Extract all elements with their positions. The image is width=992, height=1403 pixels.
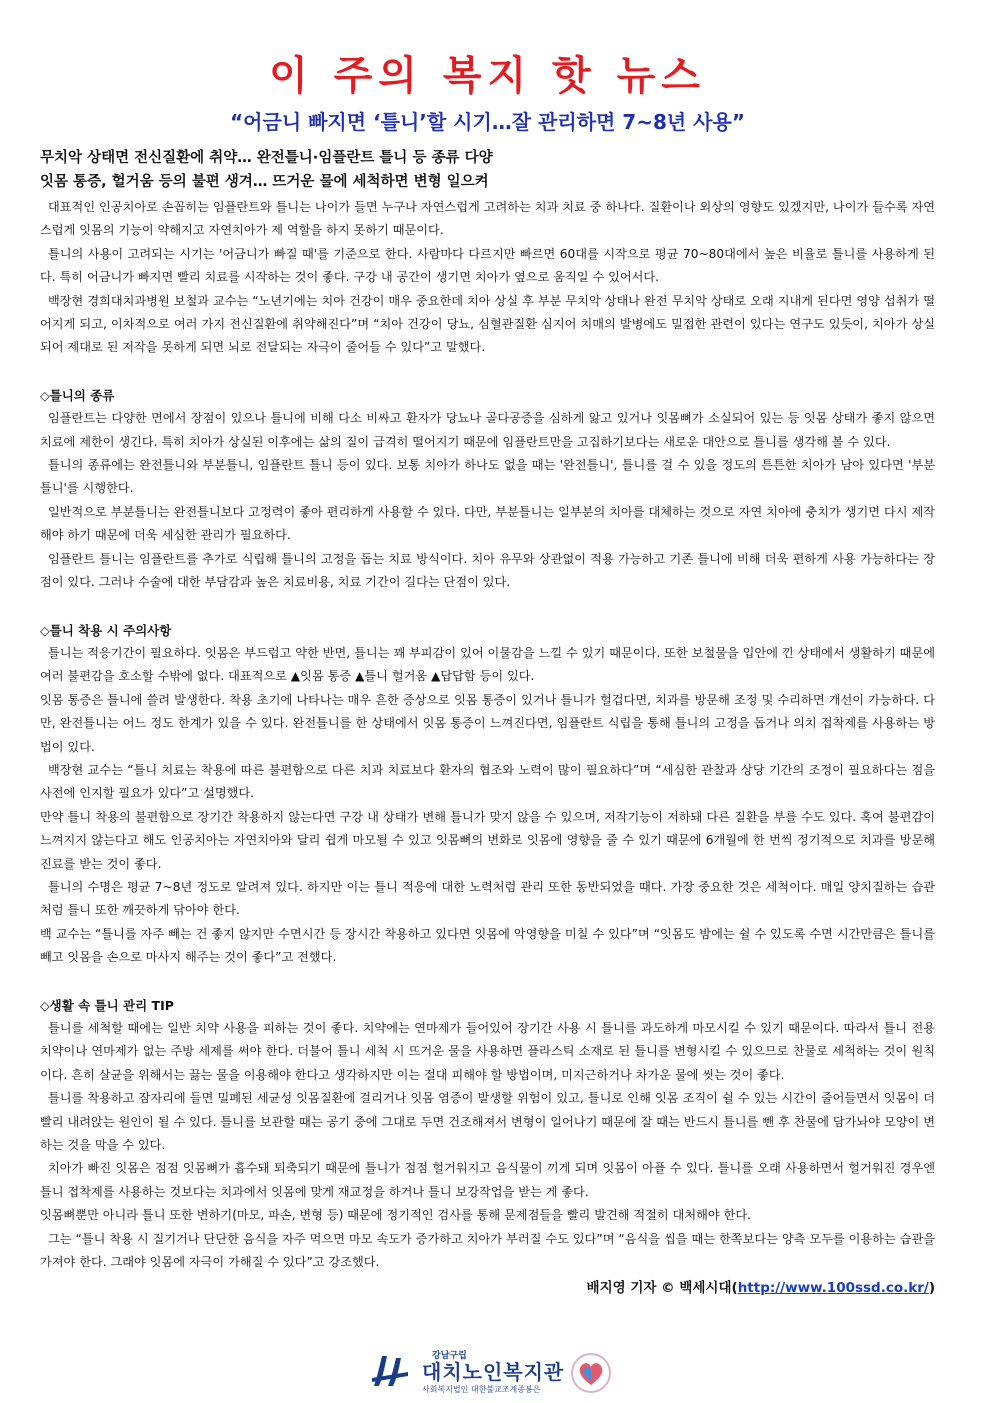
section-paragraph: 틀니를 착용하고 잠자리에 들면 밀폐된 세균성 잇몸질환에 걸리거나 잇몸 염증이 발생할 위험이 있고, 틀니로 인해 잇몸 조직이 쉴 수 있는 시간이 줄어들면서 잇몸이 더 빨리 내려앉는 원인이 될 수 있다. 틀니를 보관할 때는 공기 중에 그대로 두면 건조해져서 변형이 일어나기 때문에 잘 때는 반드시 틀니를 뺀 후 찬물에 담가놔야 모양이 변하는 것을 막을 수 있다. bbox=[40, 1091, 935, 1153]
intro-paragraph: 대표적인 인공치아로 손꼽히는 임플란트와 틀니는 나이가 들면 누구나 자연스럽게 고려하는 치과 치료 중 하나다. 질환이나 외상의 영향도 있겠지만, 나이가 들수록 자연스럽게 잇몸의 기능이 약해지고 자연치아가 제 역할을 하지 못하기 때문이다. bbox=[40, 200, 935, 238]
footer-logo bbox=[370, 1348, 630, 1398]
section-paragraph: 잇몸 통증은 틀니에 쓸려 발생한다. 착용 초기에 나타나는 매우 흔한 증상으로 잇몸 통증이 있거나 틀니가 헐겁다면, 치과를 방문해 조정 및 수리하면 개선이 가능하다. 다만, 완전틀니는 어느 정도 한계가 있을 수 있다. 완전틀니를 한 상태에서 잇몸 통증이 느껴진다면, 임플란트 식립을 통해 틀니의 고정을 돕거나 의치 접착제를 사용하는 방법이 있다. bbox=[40, 692, 935, 754]
lead-block bbox=[40, 146, 935, 194]
heart-emblem-icon bbox=[570, 1352, 612, 1394]
footer-operator: 사회복지법인 대한불교조계종봉은 bbox=[422, 1385, 541, 1394]
source-link[interactable]: http://www.100ssd.co.kr/ bbox=[737, 1280, 929, 1297]
section-paragraph: 임플란트 틀니는 임플란트를 추가로 식립해 틀니의 고정을 돕는 치료 방식이다. 치아 유무와 상관없이 적용 가능하고 기존 틀니에 비해 더욱 편하게 사용 가능하다는 장점이 있다. 그러나 수술에 대한 부담감과 높은 치료비용, 치료 기간이 길다는 단점이 있다. bbox=[40, 551, 935, 590]
section-paragraph: 임플란트는 다양한 면에서 장점이 있으나 틀니에 비해 다소 비싸고 환자가 당뇨나 골다공증을 심하게 앓고 있거나 잇몸뼈가 소실되어 있는 등 잇몸 상태가 좋지 않으면 치료에 제한이 생긴다. 특히 치아가 상실된 이후에는 삶의 질이 급격히 떨어지기 때문에 임플란트만을 고집하기보다는 새로운 대안으로 틀니를 생각해 볼 수 있다. bbox=[40, 411, 935, 449]
section-paragraph: 그는 “틀니 착용 시 질기거나 단단한 음식을 자주 먹으면 마모 속도가 증가하고 치아가 부러질 수도 있다”며 “음식을 씹을 때는 한쪽보다는 양측 모두를 이용하는 습관을 가져야 한다. 그래야 잇몸에 자극이 가해질 수 있다”고 강조했다. bbox=[40, 1231, 935, 1270]
lead-line: 무치악 상태면 전신질환에 취약… 완전틀니·임플란트 틀니 등 종류 다양 bbox=[40, 150, 493, 166]
footer-center-name: 대치노인복지관 bbox=[422, 1360, 565, 1384]
byline bbox=[40, 1276, 935, 1300]
subheadline: “어금니 빠지면 ‘틀니’할 시기…잘 관리하면 7~8년 사용” bbox=[230, 110, 745, 134]
byline-close: ) bbox=[928, 1280, 935, 1297]
section-paragraph: 틀니는 적응기간이 필요하다. 잇몸은 부드럽고 약한 반면, 틀니는 꽤 부피감이 있어 이물감을 느낄 수 있기 때문이다. 또한 보철물을 입안에 낀 상태에서 생활하기 때문에 여러 불편감을 호소할 수밖에 없다. 대표적으로 ▲잇몸 통증 ▲틀니 헐거움 ▲답답함 등이 있다. bbox=[40, 645, 935, 684]
headline: 이 주의 복지 핫 뉴스 bbox=[269, 53, 706, 99]
article bbox=[40, 50, 935, 1300]
section-paragraph: 백장현 교수는 “틀니 치료는 착용에 따른 불편함으로 다른 치과 치료보다 환자의 협조와 노력이 많이 필요하다”며 “세심한 관찰과 상당 기간의 조정이 필요하다는 점을 사전에 인지할 필요가 있다”고 설명했다. bbox=[40, 762, 935, 801]
footer-district: 강남구립 bbox=[432, 1351, 467, 1361]
section-paragraph: 만약 틀니 착용의 불편함으로 장기간 착용하지 않는다면 구강 내 상태가 변해 틀니가 맞지 않을 수 있으며, 저작기능이 저하돼 다른 질환을 부를 수도 있다. 혹여 불편감이 느껴지지 않는다고 해도 인공치아는 자연치아와 달리 쉽게 마모될 수 있고 잇몸뼈의 변화로 잇몸에 영향을 줄 수 있기 때문에 6개월에 한 번씩 정기적으로 치과를 방문해 진료를 받는 것이 좋다. bbox=[40, 809, 935, 871]
section-paragraph: 잇몸뼈뿐만 아니라 틀니 또한 변하기(마모, 파손, 변형 등) 때문에 정기적인 검사를 통해 문제점들을 빨리 발견해 적절히 대처해야 한다. bbox=[40, 1208, 751, 1223]
section-paragraph: 치아가 빠진 잇몸은 점점 잇몸뼈가 흡수돼 퇴축되기 때문에 틀니가 점점 헐거워지고 음식물이 끼게 되며 잇몸이 아플 수 있다. 틀니를 오래 사용하면서 헐거워진 경우엔 틀니 접착제를 사용하는 것보다는 치과에서 잇몸에 맞게 재교정을 하거나 틀니 보강작업을 받는 게 좋다. bbox=[40, 1161, 935, 1199]
byline-author: 배지영 기자 © 백세시대( bbox=[586, 1280, 738, 1297]
intro-paragraph: 틀니의 사용이 고려되는 시기는 '어금니가 빠질 때'를 기준으로 한다. 사람마다 다르지만 빠르면 60대를 시작으로 평균 70~80대에서 높은 비율로 틀니를 사용하게 된다. 특히 어금니가 빠지면 빨리 치료를 시작하는 것이 좋다. 구강 내 공간이 생기면 치아가 옆으로 움직일 수 있어서다. bbox=[40, 246, 935, 285]
section-title: ◇틀니의 종류 bbox=[40, 387, 115, 403]
section-title: ◇틀니 착용 시 주의사항 bbox=[40, 622, 172, 638]
intro-paragraph: 백장현 경희대치과병원 보철과 교수는 “노년기에는 치아 건강이 매우 중요한데 치아 상실 후 부분 무치악 상태나 완전 무치악 상태로 오래 지내게 된다면 영양 섭취가 떨어지게 되고, 이차적으로 여러 가지 전신질환에 취약해진다”며 “치아 건강이 당뇨, 심혈관질환 심지어 치매의 발병에도 밀접한 관련이 있다는 연구도 있듯이, 치아가 상실되어 제대로 된 저작을 못하게 되면 뇌로 전달되는 자극이 줄어들 수 있다”고 말했다. bbox=[40, 293, 935, 355]
section-paragraph: 틀니의 종류에는 완전틀니와 부분틀니, 임플란트 틀니 등이 있다. 보통 치아가 하나도 없을 때는 '완전틀니', 틀니를 걸 수 있을 정도의 튼튼한 치아가 남아 있다면 '부분틀니'를 시행한다. bbox=[40, 458, 935, 496]
section-paragraph: 틀니의 수명은 평균 7~8년 정도로 알려져 있다. 하지만 이는 틀니 적응에 대한 노력처럼 관리 또한 동반되었을 때다. 가장 중요한 것은 세척이다. 매일 양치질하는 습관처럼 틀니 또한 깨끗하게 닦아야 한다. bbox=[40, 879, 935, 918]
center-mark-icon bbox=[370, 1352, 410, 1392]
section-paragraph: 일반적으로 부분틀니는 완전틀니보다 고정력이 좋아 편리하게 사용할 수 있다. 다만, 부분틀니는 일부분의 치아를 대체하는 것으로 자연 치아에 충치가 생기면 다시 제작해야 하기 때문에 더욱 세심한 관리가 필요하다. bbox=[40, 504, 935, 543]
lead-line: 잇몸 통증, 헐거움 등의 불편 생겨… 뜨거운 물에 세척하면 변형 일으켜 bbox=[40, 174, 489, 190]
section-paragraph: 백 교수는 “틀니를 자주 빼는 건 좋지 않지만 수면시간 등 장시간 착용하고 있다면 잇몸에 악영향을 미칠 수 있다”며 “잇몸도 밤에는 쉴 수 있도록 수면 시간만큼은 틀니를 빼고 잇몸을 손으로 마사지 해주는 것이 좋다”고 전했다. bbox=[40, 926, 935, 965]
section-paragraph: 틀니를 세척할 때에는 일반 치약 사용을 피하는 것이 좋다. 치약에는 연마제가 들어있어 장기간 사용 시 틀니를 과도하게 마모시킬 수 있기 때문이다. 따라서 틀니 전용 치약이나 연마제가 없는 주방 세제를 써야 한다. 더불어 틀니 세척 시 뜨거운 물을 사용하면 플라스틱 소재로 된 틀니를 변형시킬 수 있으므로 찬물로 세척하는 것이 원칙이다. 흔히 살균을 위해서는 끓는 물을 이용해야 한다고 생각하지만 이는 절대 피해야 할 방법이며, 미지근하거나 차가운 물에 씻는 것이 좋다. bbox=[40, 1021, 935, 1082]
section-title: ◇생활 속 틀니 관리 TIP bbox=[40, 997, 174, 1013]
